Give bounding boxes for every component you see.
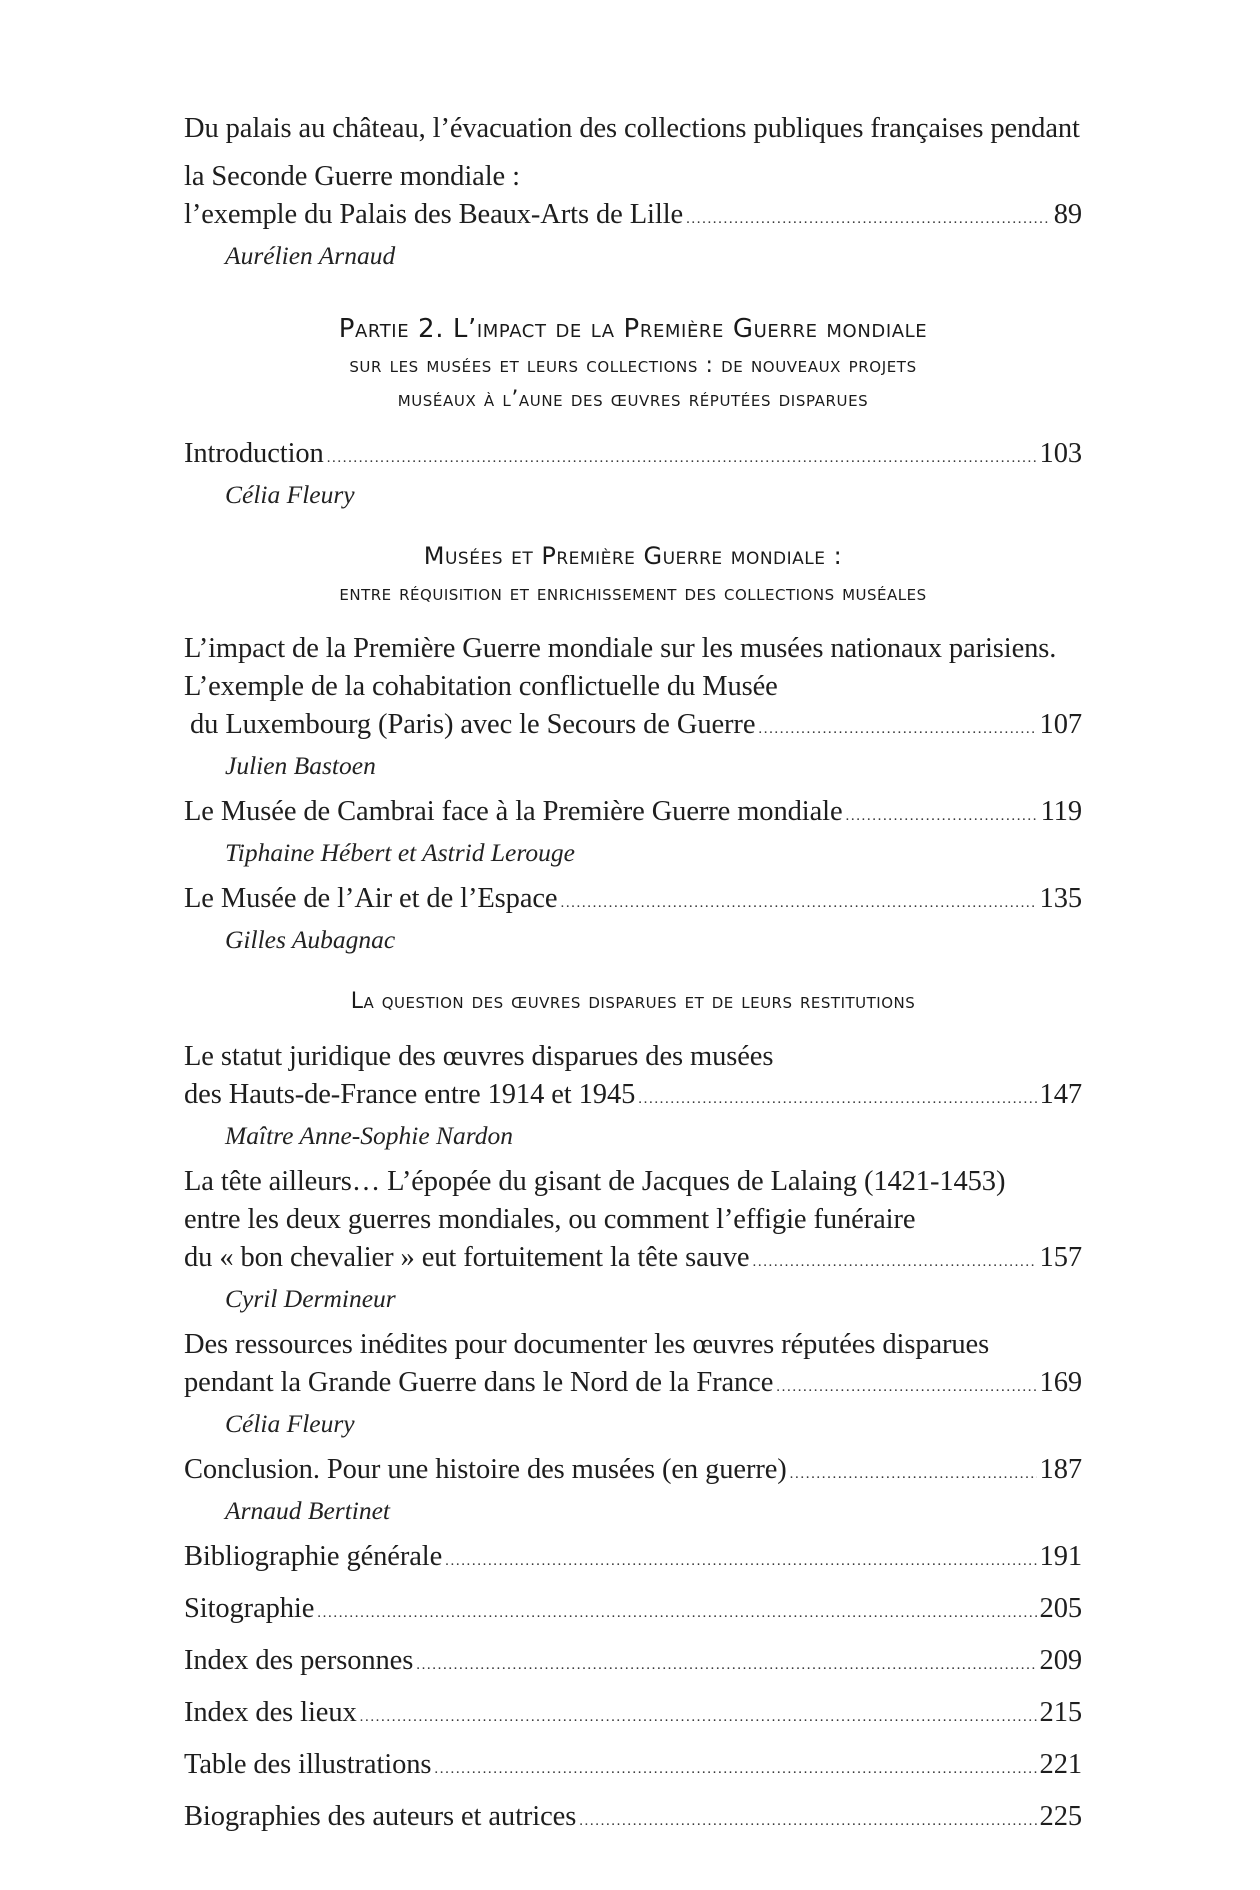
leader-dots: [686, 200, 1051, 238]
entry-title-line: L’exemple de la cohabitation conflictuelle du Musée: [184, 671, 778, 702]
entry-title-text: Index des lieux: [184, 1697, 357, 1728]
entry-title-text: Sitographie: [184, 1593, 315, 1624]
leader-dots: [790, 1455, 1037, 1493]
toc-entry-musees-parisiens: [184, 630, 1082, 783]
leader-dots: [638, 1080, 1036, 1118]
toc-entry-back-matter: [184, 1694, 1082, 1736]
leader-dots: [317, 1594, 1036, 1632]
entry-author: Cyril Dermineur: [225, 1284, 396, 1313]
entry-title-text: Le Musée de Cambrai face à la Première Guerre mondiale: [184, 796, 843, 827]
entry-title-line: Des ressources inédites pour documenter les œuvres réputées disparues: [184, 1329, 990, 1360]
entry-title-line: L’impact de la Première Guerre mondiale sur les musées nationaux parisiens.: [184, 633, 1057, 664]
entry-title-text: Bibliographie générale: [184, 1541, 443, 1572]
toc-entry-musee-air-espace: [184, 880, 1082, 957]
page-number: 209: [1039, 1645, 1082, 1676]
part-heading: [184, 309, 1082, 417]
leader-dots: [776, 1368, 1036, 1406]
toc-entry-gisant-lalaing: [184, 1163, 1082, 1316]
entry-title-line-with-page: [184, 1364, 1082, 1406]
entry-title-text: Table des illustrations: [184, 1749, 432, 1780]
section-heading: [184, 983, 1082, 1020]
page-number: 221: [1039, 1749, 1082, 1780]
page-number: 205: [1039, 1593, 1082, 1624]
page-number: 135: [1039, 883, 1082, 914]
entry-title-text: Index des personnes: [184, 1645, 414, 1676]
toc-entry-back-matter: [184, 1642, 1082, 1684]
toc-entry-back-matter: [184, 1798, 1082, 1840]
entry-title-line-with-page: [184, 706, 1082, 748]
section-heading-line: entre réquisition et enrichissement des collections muséales: [339, 581, 927, 606]
leader-dots: [753, 1243, 1037, 1281]
entry-title-line-with-page: [184, 196, 1082, 238]
page-number: 147: [1039, 1079, 1082, 1110]
page-number: 103: [1039, 438, 1082, 469]
table-of-contents: [184, 110, 1082, 1850]
entry-title-text: l’exemple du Palais des Beaux-Arts de Lille: [184, 199, 684, 230]
section-heading-line: La question des œuvres disparues et de leurs restitutions: [350, 989, 916, 1014]
leader-dots: [327, 439, 1037, 477]
entry-author: Arnaud Bertinet: [225, 1496, 391, 1525]
page-number: 169: [1039, 1367, 1082, 1398]
toc-entry-back-matter: [184, 1538, 1082, 1580]
back-matter-list: [184, 1538, 1082, 1840]
page-number: 89: [1053, 199, 1082, 230]
toc-entry-back-matter: [184, 1746, 1082, 1788]
leader-dots: [758, 710, 1036, 748]
page-number: 225: [1039, 1801, 1082, 1832]
entry-title-line: Du palais au château, l’évacuation des collections publiques françaises pendant: [184, 113, 1080, 144]
leader-dots: [445, 1542, 1036, 1580]
page-number: 191: [1039, 1541, 1082, 1572]
leader-dots: [846, 797, 1038, 835]
entry-title-line-with-page: [184, 1239, 1082, 1281]
leader-dots: [434, 1750, 1036, 1788]
page-number: 215: [1039, 1697, 1082, 1728]
page-number: 107: [1039, 709, 1082, 740]
entry-title-line: La tête ailleurs… L’épopée du gisant de Jacques de Lalaing (1421-1453): [184, 1166, 1006, 1197]
entry-author: Gilles Aubagnac: [225, 925, 396, 954]
leader-dots: [579, 1802, 1036, 1840]
entry-title-line: la Seconde Guerre mondiale :: [184, 161, 520, 192]
entry-title-text: Le Musée de l’Air et de l’Espace: [184, 883, 558, 914]
entry-title-text: Conclusion. Pour une histoire des musées (en guerre): [184, 1454, 787, 1485]
entry-title-text: du Luxembourg (Paris) avec le Secours de Guerre: [190, 709, 756, 740]
toc-entry-musee-cambrai: [184, 793, 1082, 870]
entry-title-text: du « bon chevalier » eut fortuitement la tête sauve: [184, 1242, 750, 1273]
entry-title-line-with-page: [184, 435, 1082, 477]
entry-title-text: pendant la Grande Guerre dans le Nord de la France: [184, 1367, 774, 1398]
toc-entry-introduction: [184, 435, 1082, 512]
entry-title-text: Introduction: [184, 438, 324, 469]
entry-title-line-with-page: [184, 1076, 1082, 1118]
entry-author: Julien Bastoen: [225, 751, 376, 780]
entry-title-line-with-page: [184, 1451, 1082, 1493]
entry-title-line: entre les deux guerres mondiales, ou comment l’effigie funéraire: [184, 1204, 916, 1235]
leader-dots: [360, 1698, 1037, 1736]
entry-author: Tiphaine Hébert et Astrid Lerouge: [225, 838, 575, 867]
entry-title-text: des Hauts-de-France entre 1914 et 1945: [184, 1079, 636, 1110]
page-number: 157: [1039, 1242, 1082, 1273]
page-number: 187: [1039, 1454, 1082, 1485]
toc-entry-statut-juridique: [184, 1038, 1082, 1153]
entry-title-text: Biographies des auteurs et autrices: [184, 1801, 577, 1832]
entry-author: Maître Anne-Sophie Nardon: [225, 1121, 514, 1150]
part-heading-line: Partie 2. L’impact de la Première Guerre mondiale: [338, 314, 928, 344]
page-number: 119: [1040, 796, 1082, 827]
toc-entry-ressources-inedites: [184, 1326, 1082, 1441]
toc-entry-back-matter: [184, 1590, 1082, 1632]
entry-title-line-with-page: [184, 793, 1082, 835]
toc-entry-conclusion: [184, 1451, 1082, 1528]
section-heading-line: Musées et Première Guerre mondiale :: [423, 542, 843, 570]
section-heading: [184, 538, 1082, 612]
part-heading-line: sur les musées et leurs collections : de nouveaux projets: [349, 353, 917, 378]
toc-entry-palais-lille: [184, 110, 1082, 273]
entry-author: Célia Fleury: [225, 1409, 355, 1438]
part-heading-line: muséaux à l’aune des œuvres réputées disparues: [397, 387, 869, 412]
leader-dots: [416, 1646, 1036, 1684]
leader-dots: [560, 884, 1036, 922]
entry-title-line: Le statut juridique des œuvres disparues des musées: [184, 1041, 774, 1072]
entry-title-line-with-page: [184, 880, 1082, 922]
entry-author: Célia Fleury: [225, 480, 355, 509]
entry-author: Aurélien Arnaud: [225, 241, 396, 270]
